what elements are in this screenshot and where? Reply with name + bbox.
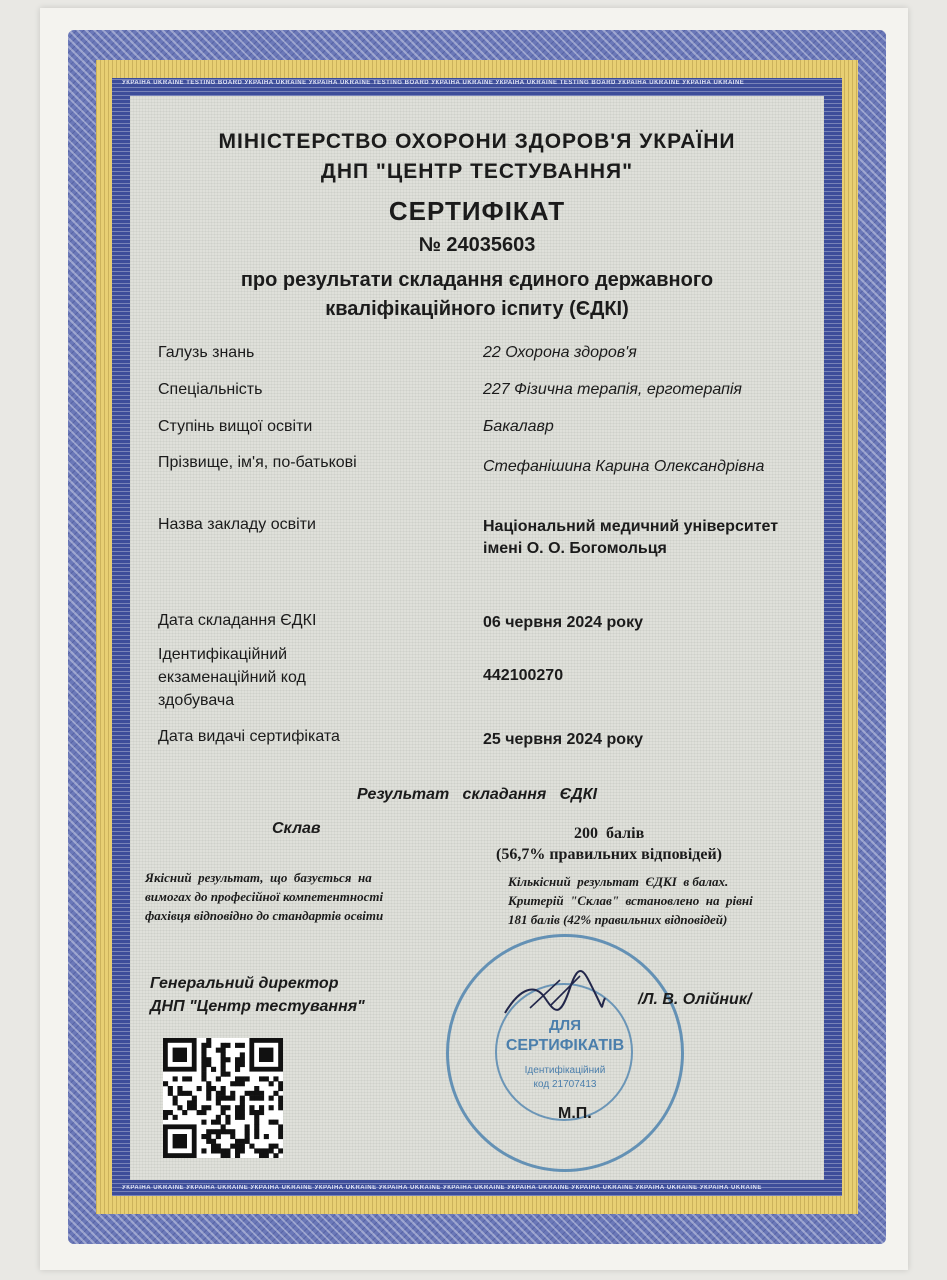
institution-value-line-1: Національний медичний університет bbox=[483, 518, 779, 535]
quant-note-line-3: 181 балів (42% правильних відповідей) bbox=[508, 912, 728, 927]
qual-note-line-2: вимогах до професійної компетентності bbox=[145, 889, 384, 904]
ministry-title: МІНІСТЕРСТВО ОХОРОНИ ЗДОРОВ'Я УКРАЇНИ bbox=[218, 130, 736, 153]
exam-code-label-line-1: Ідентифікаційний bbox=[158, 646, 288, 663]
border-text-top: УКРАЇНА UKRAINE TESTING BOARD УКРАЇНА UKRAINE УКРАЇНА UKRAINE TESTING BOARD УКРАЇНА UKRAINE УКРАЇНА UKRAINE TESTING BOARD УКРАЇНА UKRAINE УКРАЇНА UKRAINE bbox=[122, 80, 745, 86]
specialty-value: 227 Фізична терапія, ерготерапія bbox=[483, 381, 742, 398]
exam-date-value: 06 червня 2024 року bbox=[483, 614, 643, 631]
subtitle-line-2: кваліфікаційного іспиту (ЄДКІ) bbox=[325, 298, 629, 320]
director-name: /Л. В. Олійник/ bbox=[638, 991, 752, 1008]
exam-date-label: Дата складання ЄДКІ bbox=[158, 612, 317, 629]
percent-value: (56,7% правильних відповідей) bbox=[496, 846, 723, 863]
stamp-line-1: ДЛЯ bbox=[549, 1017, 581, 1034]
score-value: 200 балів bbox=[574, 825, 645, 842]
institution-label: Назва закладу освіти bbox=[158, 516, 316, 533]
qual-note-line-1: Якісний результат, що базується на bbox=[145, 870, 372, 885]
stamp-line-3: Ідентифікаційний bbox=[524, 1065, 606, 1076]
qual-note-line-3: фахівця відповідно до стандартів освіти bbox=[145, 908, 384, 923]
issue-date-label: Дата видачі сертифіката bbox=[158, 728, 340, 745]
stamp-line-4: код 21707413 bbox=[533, 1079, 597, 1090]
subtitle-line-1: про результати складання єдиного державного bbox=[240, 269, 714, 291]
specialty-label: Спеціальність bbox=[158, 381, 263, 398]
degree-value: Бакалавр bbox=[483, 418, 554, 435]
field-of-knowledge-value: 22 Охорона здоров'я bbox=[483, 344, 637, 361]
name-label: Прізвище, ім'я, по-батькові bbox=[158, 454, 357, 471]
field-of-knowledge-label: Галузь знань bbox=[158, 344, 255, 361]
exam-code-label-line-3: здобувача bbox=[158, 692, 235, 709]
director-title-line-2: ДНП "Центр тестування" bbox=[150, 998, 365, 1015]
exam-code-label-line-2: екзаменаційний код bbox=[158, 669, 306, 686]
stamp-line-2: СЕРТИФІКАТІВ bbox=[505, 1037, 625, 1054]
name-value: Стефанішина Карина Олександрівна bbox=[483, 458, 765, 475]
qr-code[interactable] bbox=[163, 1038, 283, 1158]
signature-scribble bbox=[500, 968, 610, 1028]
issue-date-value: 25 червня 2024 року bbox=[483, 731, 643, 748]
institution-value-line-2: імені О. О. Богомольця bbox=[483, 540, 667, 557]
qualitative-result: Склав bbox=[272, 820, 321, 837]
border-text-bottom: УКРАЇНА UKRAINE УКРАЇНА UKRAINE УКРАЇНА UKRAINE УКРАЇНА UKRAINE УКРАЇНА UKRAINE УКРАЇНА UKRAINE УКРАЇНА UKRAINE УКРАЇНА UKRAINE УКРАЇНА UKRAINE УКРАЇНА UKRAINE bbox=[122, 1185, 762, 1191]
exam-code-value: 442100270 bbox=[483, 667, 564, 684]
certificate-title: СЕРТИФІКАТ bbox=[388, 196, 566, 226]
result-heading: Результат складання ЄДКІ bbox=[356, 786, 598, 803]
degree-label: Ступінь вищої освіти bbox=[158, 418, 313, 435]
certificate-number: № 24035603 bbox=[418, 234, 536, 256]
director-title-line-1: Генеральний директор bbox=[150, 975, 339, 992]
seal-mark: М.П. bbox=[558, 1105, 592, 1122]
center-title: ДНП "ЦЕНТР ТЕСТУВАННЯ" bbox=[320, 160, 634, 183]
qr-code-pattern bbox=[163, 1038, 283, 1158]
quant-note-line-2: Критерій "Склав" встановлено на рівні bbox=[508, 893, 753, 908]
quant-note-line-1: Кількісний результат ЄДКІ в балах. bbox=[508, 874, 729, 889]
